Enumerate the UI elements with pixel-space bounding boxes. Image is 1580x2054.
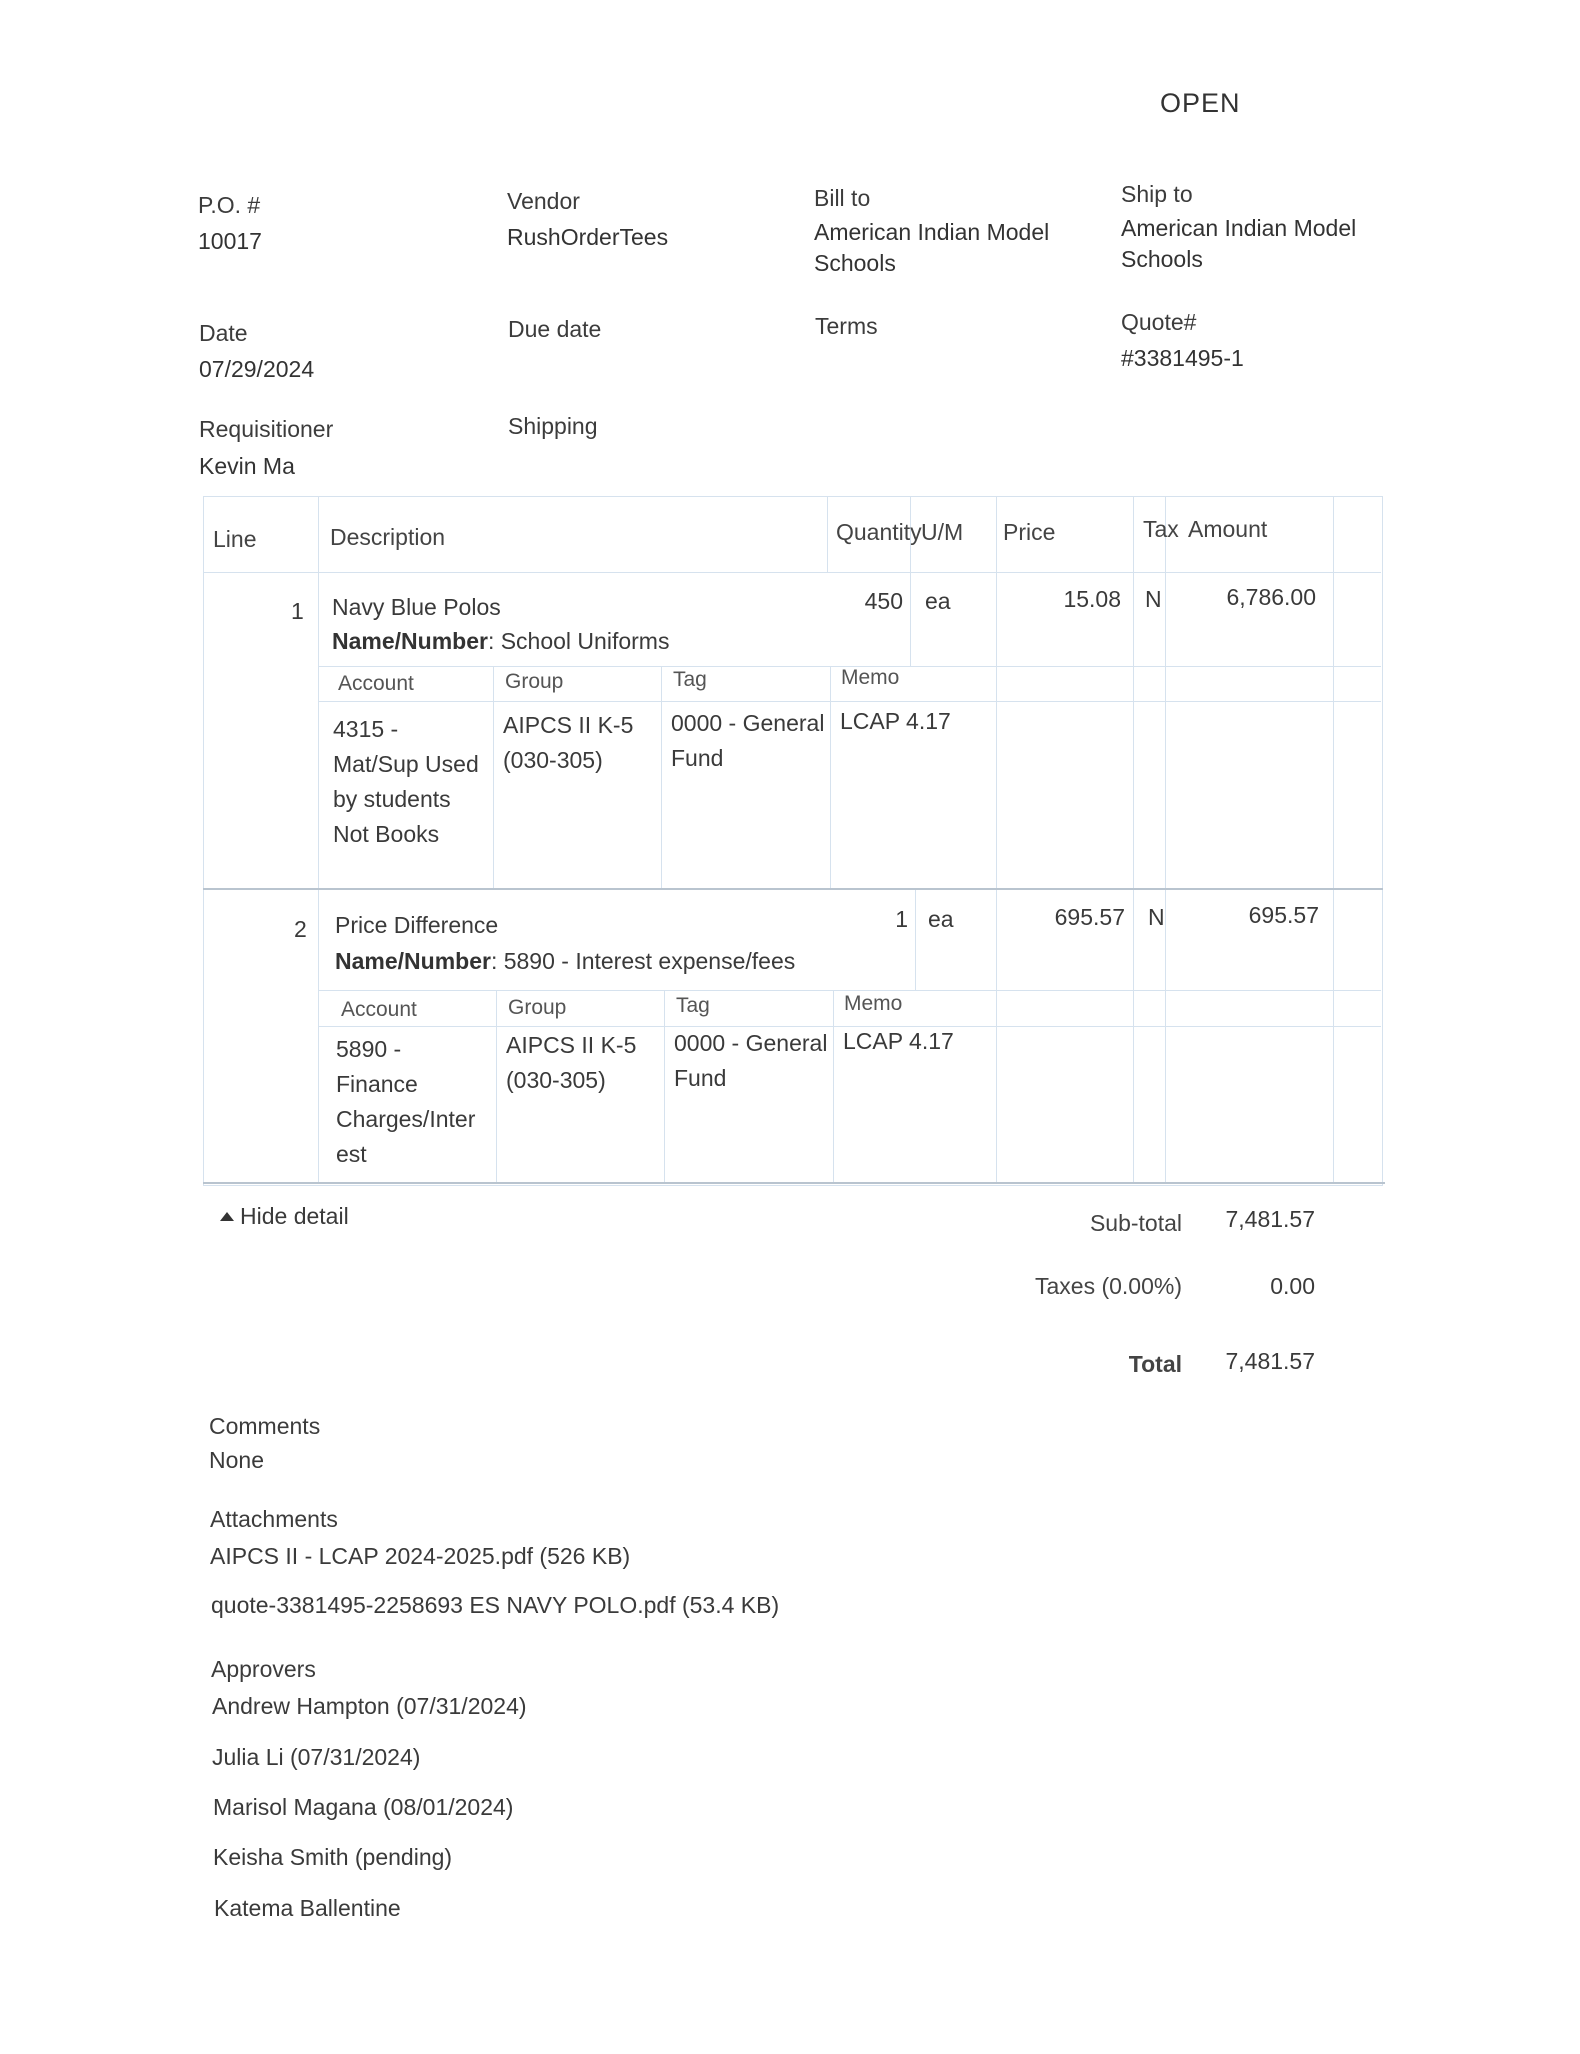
hide-detail-toggle[interactable] [220,1203,349,1230]
taxes-label: Taxes (0.00%) [1034,1273,1182,1299]
sub-header-group: Group [505,670,564,693]
total-value: 7,481.57 [1225,1348,1315,1374]
attachment-link[interactable]: AIPCS II - LCAP 2024-2025.pdf (526 KB) [210,1543,631,1569]
subtotal-value: 7,481.57 [1225,1206,1315,1232]
line-tag: 0000 - General Fund [674,1030,828,1091]
attachments-label: Attachments [210,1506,338,1532]
bill-to-label: Bill to [814,185,871,211]
ship-to-line1: American Indian Model [1121,215,1357,241]
subtotal-label: Sub-total [1089,1210,1182,1236]
col-header-tax: Tax [1143,516,1179,542]
line-amount: 695.57 [1248,902,1319,928]
shipping-label: Shipping [508,413,598,439]
caret-up-icon [220,1212,234,1221]
approver-item: Andrew Hampton (07/31/2024) [212,1693,527,1719]
vendor-label: Vendor [507,188,580,214]
date-label: Date [199,320,248,346]
approver-item: Marisol Magana (08/01/2024) [213,1794,514,1820]
sub-header-tag: Tag [673,668,707,691]
total-label: Total [1128,1351,1182,1377]
line-price: 15.08 [1063,586,1121,612]
bill-to-line2: Schools [814,250,896,276]
terms-label: Terms [815,313,878,339]
quote-value: #3381495-1 [1121,345,1244,371]
line-description: Navy Blue Polos [332,594,501,620]
sub-header-memo: Memo [841,666,900,689]
line-group: AIPCS II K-5 (030-305) [503,712,634,773]
col-header-line: Line [213,526,257,552]
col-header-quantity: Quantity [836,519,922,545]
due-date-label: Due date [508,316,602,342]
line-memo: LCAP 4.17 [840,708,951,734]
approvers-label: Approvers [211,1656,316,1682]
line-um: ea [928,906,954,932]
approver-item: Katema Ballentine [214,1895,401,1921]
attachment-link[interactable]: quote-3381495-2258693 ES NAVY POLO.pdf (53.4 KB) [211,1592,780,1618]
line-amount: 6,786.00 [1226,584,1316,610]
line-description: Price Difference [335,912,499,938]
comments-label: Comments [209,1413,321,1439]
ship-to-line2: Schools [1121,246,1203,272]
quote-label: Quote# [1121,309,1197,335]
po-number-label: P.O. # [198,192,261,218]
row-separator [203,888,1383,890]
line-items-table [203,496,1393,1186]
sub-header-memo: Memo [844,992,903,1015]
line-tag: 0000 - General Fund [671,710,825,771]
col-header-um: U/M [921,519,964,545]
line-account: 4315 - Mat/Sup Used by students Not Books [333,716,479,847]
line-tax: N [1148,904,1165,930]
line-quantity: 1 [895,906,908,932]
comments-value: None [209,1447,264,1473]
line-price: 695.57 [1054,904,1125,930]
line-number: 2 [294,916,307,942]
line-quantity: 450 [864,588,903,614]
sub-header-tag: Tag [676,994,710,1017]
hide-detail-label: Hide detail [240,1203,349,1229]
taxes-value: 0.00 [1270,1273,1315,1299]
po-status: OPEN [1160,88,1241,118]
approver-item: Julia Li (07/31/2024) [212,1744,421,1770]
approver-item: Keisha Smith (pending) [213,1844,453,1870]
line-name-number: Name/Number: 5890 - Interest expense/fees [335,948,796,974]
requisitioner-label: Requisitioner [199,416,334,442]
po-number: 10017 [198,228,262,254]
line-number: 1 [291,598,304,624]
vendor-value: RushOrderTees [507,224,669,250]
line-um: ea [925,588,951,614]
sub-header-account: Account [341,998,417,1021]
date-value: 07/29/2024 [199,356,315,382]
line-tax: N [1145,586,1162,612]
bill-to-line1: American Indian Model [814,219,1050,245]
line-name-number: Name/Number: School Uniforms [332,628,670,654]
sub-header-account: Account [338,672,414,695]
col-header-amount: Amount [1188,516,1268,542]
ship-to-label: Ship to [1121,181,1193,207]
line-memo: LCAP 4.17 [843,1028,954,1054]
line-group: AIPCS II K-5 (030-305) [506,1032,637,1093]
sub-header-group: Group [508,996,567,1019]
requisitioner-value: Kevin Ma [199,453,295,479]
col-header-price: Price [1003,519,1056,545]
line-account: 5890 - Finance Charges/Inter est [336,1036,476,1167]
col-header-description: Description [330,524,446,550]
